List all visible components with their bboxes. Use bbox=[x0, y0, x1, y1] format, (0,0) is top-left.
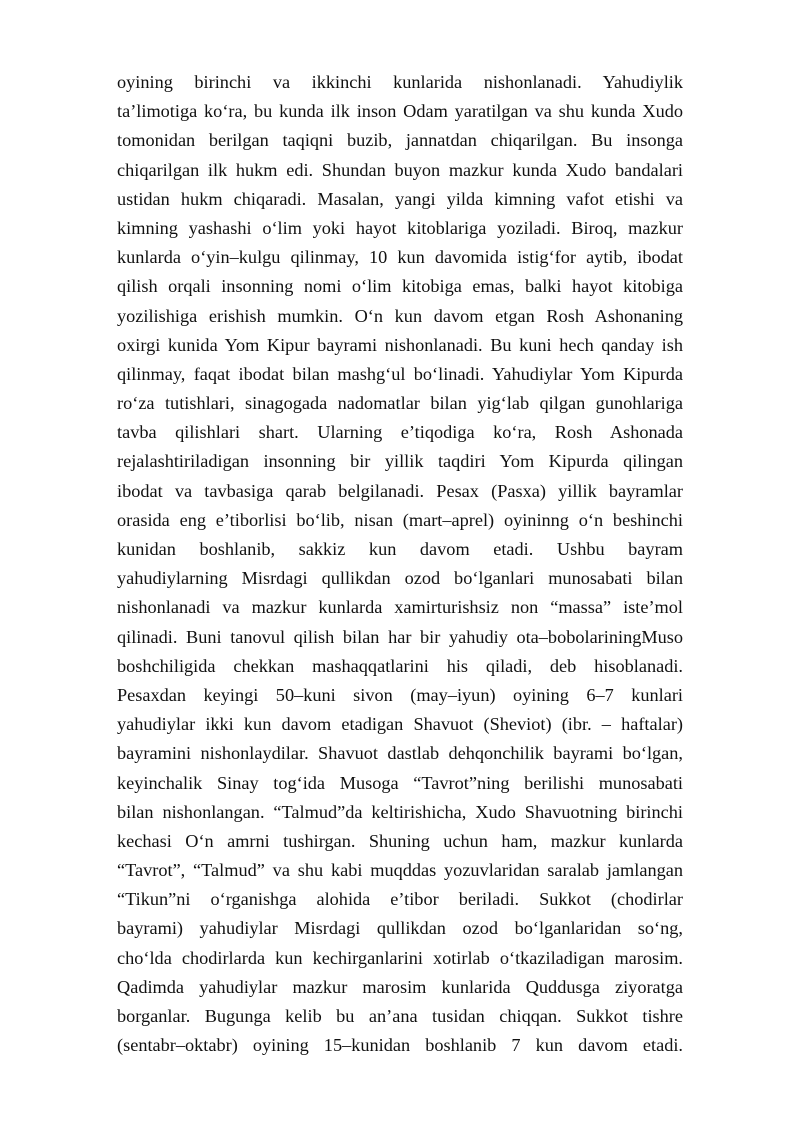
text-line: kunlarda o‘yin–kulgu qilinmay, 10 kun davomida istig‘for aytib, ibodat bbox=[117, 247, 683, 268]
text-line: ro‘za tutishlari, sinagogada nadomatlar bilan yig‘lab qilgan gunohlariga bbox=[117, 393, 683, 414]
text-line: bilan nishonlangan. “Talmud”da keltirishicha, Xudo Shavuotning birinchi bbox=[117, 801, 683, 822]
text-line: (sentabr–oktabr) oyining 15–kunidan boshlanib 7 kun davom etadi. bbox=[117, 1035, 683, 1056]
text-line: kunidan boshlanib, sakkiz kun davom etadi. Ushbu bayram bbox=[117, 539, 683, 559]
text-line: borganlar. Bugunga kelib bu an’ana tusidan chiqqan. Sukkot tishre bbox=[117, 1006, 683, 1026]
text-line: oxirgi kunida Yom Kipur bayrami nishonlanadi. Bu kuni hech qanday ish bbox=[117, 334, 683, 355]
text-line: ta’limotiga ko‘ra, bu kunda ilk inson Odam yaratilgan va shu kunda Xudo bbox=[117, 101, 683, 122]
text-line: “Tikun”ni o‘rganishga alohida e’tibor beriladi. Sukkot (chodirlar bbox=[117, 889, 683, 910]
document-body bbox=[117, 68, 683, 1060]
text-line: chiqarilgan ilk hukm edi. Shundan buyon mazkur kunda Xudo bandalari bbox=[117, 159, 683, 180]
text-line: yahudiylar ikki kun davom etadigan Shavuot (Sheviot) (ibr. – haftalar) bbox=[117, 714, 683, 735]
text-line: “Tavrot”, “Talmud” va shu kabi muqddas yozuvlaridan saralab jamlangan bbox=[117, 860, 683, 881]
text-line: bayrami) yahudiylar Misrdagi qullikdan ozod bo‘lganlaridan so‘ng, bbox=[117, 918, 683, 939]
text-line: Qadimda yahudiylar mazkur marosim kunlarida Quddusga ziyoratga bbox=[117, 976, 683, 997]
text-line: tomonidan berilgan taqiqni buzib, jannatdan chiqarilgan. Bu insonga bbox=[117, 130, 683, 151]
text-line: cho‘lda chodirlarda kun kechirganlarini xotirlab o‘tkaziladigan marosim. bbox=[117, 947, 683, 968]
text-line: boshchiligida chekkan mashaqqatlarini his qiladi, deb hisoblanadi. bbox=[117, 655, 683, 676]
text-line: yahudiylarning Misrdagi qullikdan ozod bo‘lganlari munosabati bilan bbox=[117, 568, 683, 589]
text-line: Pesaxdan keyingi 50–kuni sivon (may–iyun) oyining 6–7 kunlari bbox=[117, 684, 683, 705]
text-line: rejalashtiriladigan insonning bir yillik taqdiri Yom Kipurda qilingan bbox=[117, 451, 683, 472]
text-line: kimning yashashi o‘lim yoki hayot kitoblariga yoziladi. Biroq, mazkur bbox=[117, 217, 683, 238]
text-line: bayramini nishonlaydilar. Shavuot dastlab dehqonchilik bayrami bo‘lgan, bbox=[117, 743, 683, 764]
text-line: oyining birinchi va ikkinchi kunlarida nishonlanadi. Yahudiylik bbox=[117, 72, 683, 92]
text-line: nishonlanadi va mazkur kunlarda xamirturishsiz non “massa” iste’mol bbox=[117, 597, 683, 618]
text-line: orasida eng e’tiborlisi bo‘lib, nisan (mart–aprel) oyininng o‘n beshinchi bbox=[117, 509, 683, 530]
text-line: tavba qilishlari shart. Ularning e’tiqodiga ko‘ra, Rosh Ashonada bbox=[117, 422, 683, 443]
text-line: qilinmay, faqat ibodat bilan mashg‘ul bo‘linadi. Yahudiylar Yom Kipurda bbox=[117, 363, 683, 384]
text-line: yozilishiga erishish mumkin. O‘n kun davom etgan Rosh Ashonaning bbox=[117, 305, 683, 326]
text-line: qilish orqali insonning nomi o‘lim kitobiga emas, balki hayot kitobiga bbox=[117, 276, 683, 297]
text-line: keyinchalik Sinay tog‘ida Musoga “Tavrot”ning berilishi munosabati bbox=[117, 772, 683, 793]
text-line: ibodat va tavbasiga qarab belgilanadi. Pesax (Pasxa) yillik bayramlar bbox=[117, 480, 683, 501]
text-line: qilinadi. Buni tanovul qilish bilan har bir yahudiy ota–bobolariningMuso bbox=[117, 626, 683, 647]
text-line: ustidan hukm chiqaradi. Masalan, yangi yilda kimning vafot etishi va bbox=[117, 188, 683, 209]
text-line: kechasi O‘n amrni tushirgan. Shuning uchun ham, mazkur kunlarda bbox=[117, 830, 683, 851]
